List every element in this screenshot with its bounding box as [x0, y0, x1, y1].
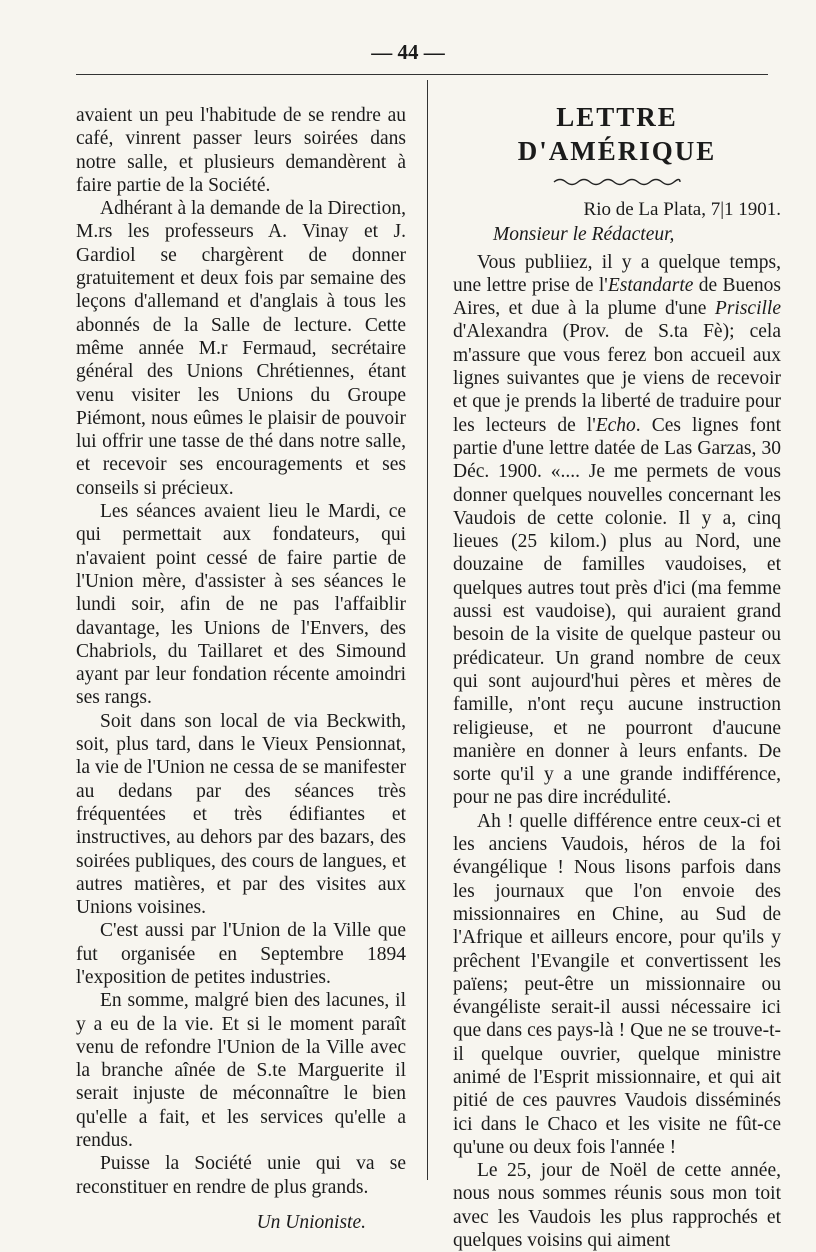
column-divider — [427, 80, 428, 1180]
dateline: Rio de La Plata, 7|1 1901. — [583, 199, 781, 220]
paragraph — [453, 251, 781, 810]
paragraph: avaient un peu l'habitude de se rendre au café, vinrent passer leurs soirées dans notre salle, et plusieurs demandèrent à faire partie de la Société. — [76, 105, 406, 196]
text-run: Vous publiiez, il y a quelque temps, une lettre prise de l' — [453, 251, 781, 296]
author-name: Priscille — [714, 298, 781, 320]
left-column — [76, 104, 406, 1234]
signature: Un Unioniste. — [256, 1211, 366, 1233]
paragraph: Les séances avaient lieu le Mardi, ce qui permettait aux fondateurs, qui n'avaient point cessé de faire partie de l'Union mère, d'assister à ses séances le lundi soir, afin de ne pas l'affaiblir davantage, les Unions de l'Envers, des Chabriols, du Taillaret et des Simound ayant par leur fondation récente amoindri ses rangs. — [76, 501, 406, 709]
paragraph: Le 25, jour de Noël de cette année, nous nous sommes réunis sous mon toit avec les Vaudois les plus rapprochés et quelques voisins qui aiment — [453, 1160, 781, 1252]
paragraph: Ah ! quelle différence entre ceux-ci et les anciens Vaudois, héros de la foi évangélique ! Nous lisons parfois dans les journaux que l'on envoie des missionnaires en Chine, au Sud de l'Afrique et ailleurs encore, pour qu'ils y prêchent l'Evangile et convertissent les païens; peut-être un missionnaire ou évangéliste serait-il aussi nécessaire ici que dans ces pays-là ! Que ne se trouve-t-il quelque ouvrier, quelque ministre animé de l'Esprit missionnaire, et qui ait pitié de ces pauvres Vaudois disséminés ici dans le Chaco et les visite ne fût-ce qu'une ou deux fois l'année ! — [453, 810, 781, 1158]
text-run: de Buenos Aires, et due à la plume d'une — [453, 274, 782, 320]
paragraph: C'est aussi par l'Union de la Ville que fut organisée en Septembre 1894 l'exposition de petites industries. — [76, 920, 406, 988]
newspaper-name: Echo — [595, 414, 636, 436]
text-run: d'Alexandra (Prov. de S.ta Fè); cela m'assure que vous ferez bon accueil aux lignes suivantes que je viens de recevoir et que je prends la liberté de traduire pour les lecteurs de l' — [453, 321, 781, 436]
paragraph: Puisse la Société unie qui va se reconstituer en rendre de plus grands. — [76, 1153, 406, 1198]
paragraph: En somme, malgré bien des lacunes, il y a eu de la vie. Et si le moment paraît venu de refondre l'Union de la Ville avec la branche aînée de S.te Marguerite il serait injuste de méconnaître le bien qu'elle a fait, et les services qu'elle a rendus. — [76, 990, 406, 1152]
text-run: . Ces lignes font partie d'une lettre datée de Las Garzas, 30 Déc. 1900. «.... Je me permets de vous donner quelques nouvelles concernant les Vaudois de cette colonie. Il y a, cinq lieues (25 kilom.) plus au Nord, une douzaine de familles vaudoises, et quelques autres tout près d'ici (ma femme aussi est vaudoise), qui auraient grand besoin de la visite de quelque pasteur ou prédicateur. Un grand nombre de ceux qui sont aujourd'hui pères et mères de famille, n'ont reçu aucune instruction religieuse, et ne pourront d'aucune manière en donner à leurs enfants. De sorte qu'il y a une grande indifférence, pour ne pas dire incrédulité. — [453, 414, 781, 809]
paragraph: Adhérant à la demande de la Direction, M.rs les professeurs A. Vinay et J. Gardiol se chargèrent de donner gratuitement et deux fois par semaine des leçons d'allemand et d'anglais à tous les abonnés de la Salle de lecture. Cette même année M.r Fermaud, secrétaire général des Unions Chrétiennes, étant venu visiter les Unions du Groupe Piémont, nous eûmes le plaisir de pouvoir lui offrir une tasse de thé dans notre salle, et recevoir ses encouragements et ses conseils si précieux. — [76, 198, 406, 499]
right-column — [453, 100, 781, 1252]
page-number: — 44 — — [371, 40, 445, 64]
title-ornament — [552, 176, 682, 188]
salutation: Monsieur le Rédacteur, — [493, 224, 675, 246]
article-title: LETTRE D'AMÉRIQUE — [517, 102, 717, 166]
newspaper-name: Estandarte — [607, 274, 694, 296]
paragraph: Soit dans son local de via Beckwith, soit, plus tard, dans le Vieux Pensionnat, la vie de l'Union ne cessa de se manifester au dedans par des séances très fréquentées et très édifiantes et instructives, au dehors par des bazars, des soirées publiques, des cours de langues, et autres matières, et par des visites aux Unions voisines. — [76, 710, 406, 919]
header-rule — [76, 74, 768, 75]
